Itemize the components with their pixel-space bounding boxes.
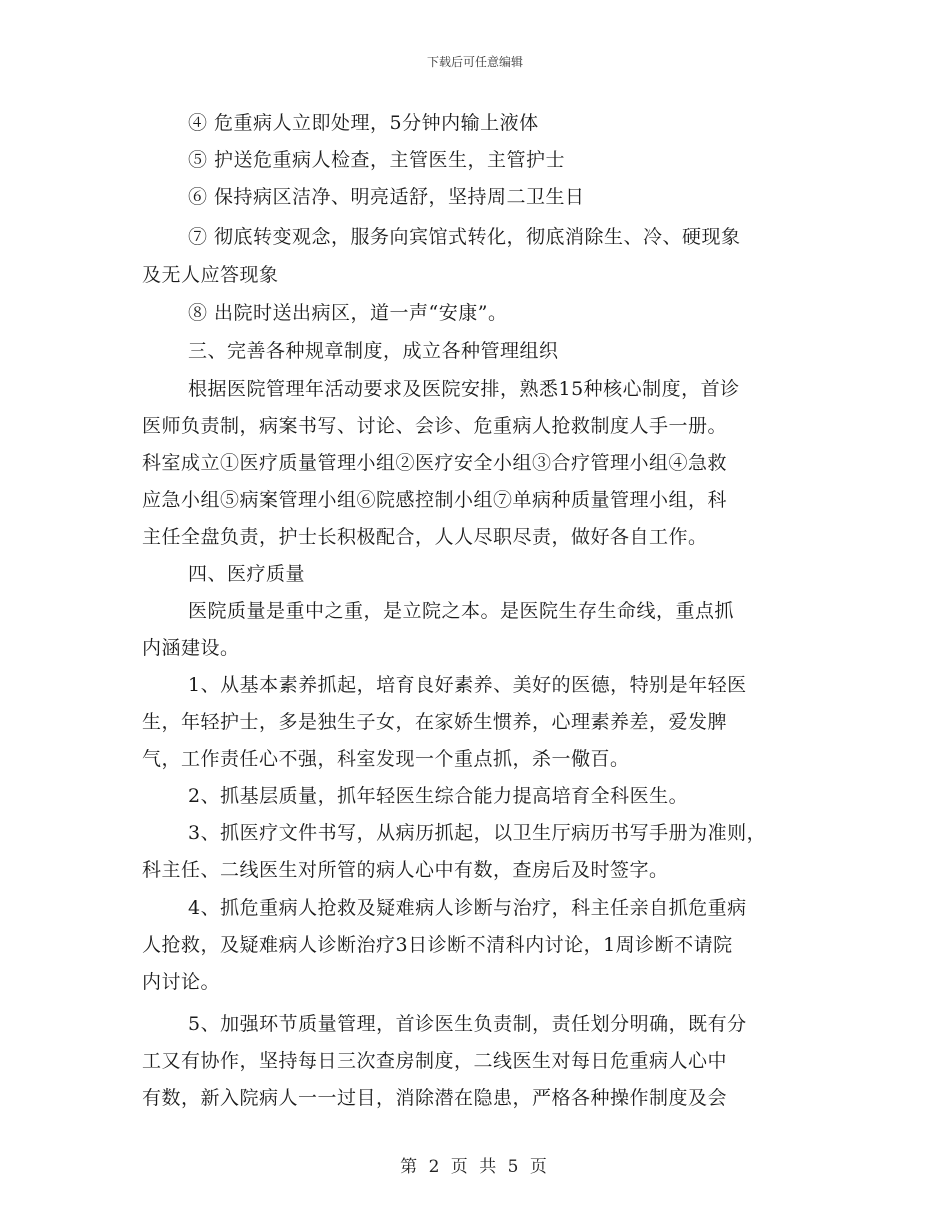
paragraph-line: ④ 危重病人立即处理，5分钟内输上液体 — [188, 112, 539, 134]
paragraph-line: ⑤ 护送危重病人检查，主管医生，主管护士 — [188, 149, 566, 171]
section-heading: 四、医疗质量 — [188, 563, 306, 585]
paragraph-line: 医师负责制，病案书写、讨论、会诊、危重病人抢救制度人手一册。 — [142, 415, 728, 437]
paragraph-line: 根据医院管理年活动要求及医院安排，熟悉15种核心制度，首诊 — [188, 378, 740, 400]
paragraph-line: 4、抓危重病人抢救及疑难病人诊断与治疗，科主任亲自抓危重病 — [188, 897, 747, 919]
page-number: 第 2 页 共 5 页 — [400, 1157, 550, 1177]
paragraph-line: 内涵建设。 — [142, 637, 240, 659]
paragraph-line: 5、加强环节质量管理，首诊医生负责制，责任划分明确，既有分 — [188, 1013, 747, 1035]
paragraph-line: ⑥ 保持病区洁净、明亮适舒，坚持周二卫生日 — [188, 186, 585, 208]
paragraph-line: 科主任、二线医生对所管的病人心中有数，查房后及时签字。 — [142, 859, 669, 881]
paragraph-line: 生，年轻护士，多是独生子女，在家娇生惯养，心理素养差，爱发脾 — [142, 711, 728, 733]
paragraph-line: 应急小组⑤病案管理小组⑥院感控制小组⑦单病种质量管理小组，科 — [142, 489, 728, 511]
section-heading: 三、完善各种规章制度，成立各种管理组织 — [188, 340, 559, 362]
paragraph-line: 内讨论。 — [142, 971, 221, 993]
paragraph-line: 及无人应答现象 — [142, 264, 279, 286]
paragraph-line: 科室成立①医疗质量管理小组②医疗安全小组③合疗管理小组④急救 — [142, 452, 728, 474]
paragraph-line: 工又有协作，坚持每日三次查房制度，二线医生对每日危重病人心中 — [142, 1050, 728, 1072]
paragraph-line: 医院质量是重中之重，是立院之本。是医院生存生命线，重点抓 — [188, 600, 735, 622]
paragraph-line: ⑧ 出院时送出病区，道一声“安康”。 — [188, 302, 508, 324]
paragraph-line: 人抢救，及疑难病人诊断治疗3日诊断不清科内讨论，1周诊断不请院 — [142, 934, 733, 956]
paragraph-line: 3、抓医疗文件书写，从病历抓起，以卫生厅病历书写手册为准则， — [188, 822, 767, 844]
paragraph-line: 2、抓基层质量，抓年轻医生综合能力提高培育全科医生。 — [188, 785, 689, 807]
paragraph-line: 主任全盘负责，护士长积极配合，人人尽职尽责，做好各自工作。 — [142, 526, 708, 548]
paragraph-line: 气，工作责任心不强，科室发现一个重点抓，杀一儆百。 — [142, 748, 630, 770]
paragraph-line: 1、从基本素养抓起，培育良好素养、美好的医德，特别是年轻医 — [188, 674, 747, 696]
paragraph-line: 有数，新入院病人一一过目，消除潜在隐患，严格各种操作制度及会 — [142, 1087, 728, 1109]
paragraph-line: ⑦ 彻底转变观念，服务向宾馆式转化，彻底消除生、冷、硬现象 — [188, 226, 741, 248]
page-header: 下载后可任意编辑 — [426, 55, 523, 69]
